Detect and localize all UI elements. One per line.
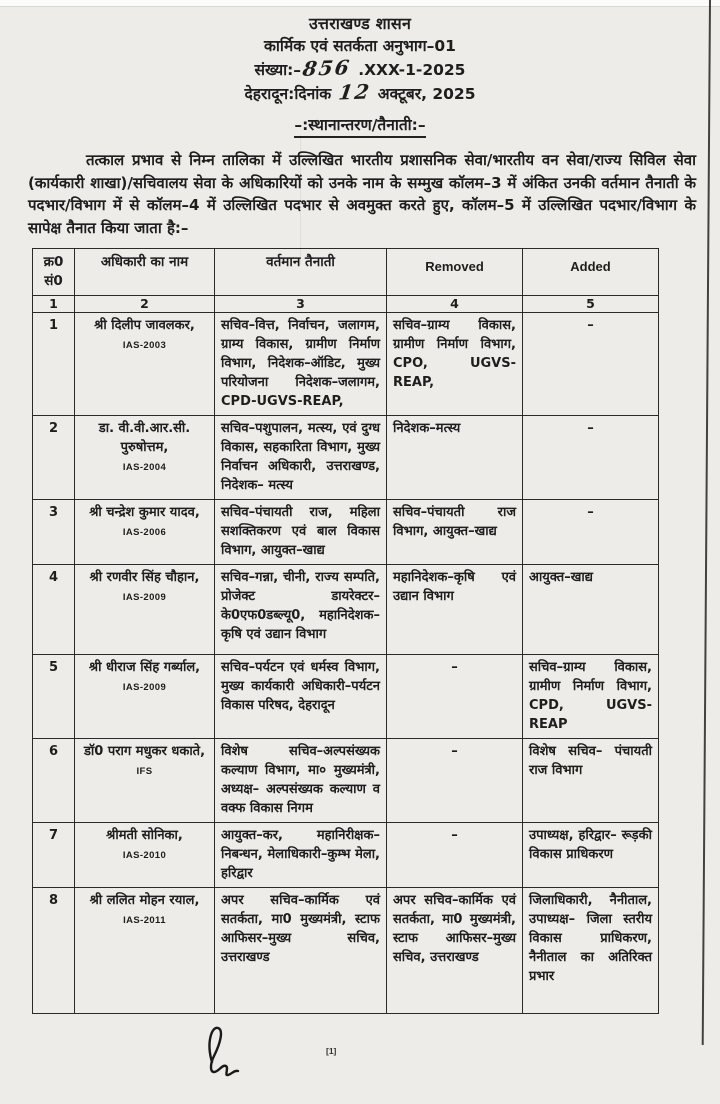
removed-cell: – [387, 823, 523, 888]
table-header-row [33, 249, 659, 296]
scan-top-strip [0, 0, 720, 7]
officer-name-cell [75, 313, 215, 416]
officer-cadre: IFS [136, 766, 153, 777]
table-row [33, 739, 659, 823]
government-title: उत्तराखण्ड शासन [308, 14, 412, 33]
table-row [33, 500, 659, 565]
current-posting-cell: सचिव–पशुपालन, मत्स्य, एवं दुग्ध विकास, सहकारिता विभाग, मुख्य निर्वाचन अधिकारी, उत्तराखण्ड, निदेशक– मत्स्य [215, 416, 387, 500]
officer-cadre: IAS-2009 [122, 592, 167, 603]
officer-name-cell [75, 500, 215, 565]
row-serial: 5 [33, 655, 75, 739]
header-officer-name: अधिकारी का नाम [75, 249, 215, 296]
added-cell: – [523, 313, 659, 416]
column-number-row [33, 296, 659, 313]
date-suffix: अक्टूबर, 2025 [377, 85, 476, 103]
officer-name: श्री ललित मोहन रयाल, [89, 893, 200, 908]
header-serial: क्र0 सं0 [33, 249, 75, 296]
transfer-table [32, 248, 659, 1014]
added-cell: आयुक्त–खाद्य [523, 565, 659, 655]
date-handwritten: 12 [336, 79, 373, 105]
row-serial: 6 [33, 739, 75, 823]
added-cell: जिलाधिकारी, नैनीताल, उपाध्यक्ष– जिला स्तरीय विकास प्राधिकरण, नैनीताल का अतिरिक्त प्रभार [523, 888, 659, 1014]
col-number-2: 2 [75, 296, 215, 313]
department-line: कार्मिक एवं सतर्कता अनुभाग–01 [264, 37, 456, 55]
table-row [33, 565, 659, 655]
officer-name: श्री रणवीर सिंह चौहान, [89, 570, 200, 585]
paper-crease [300, 135, 301, 265]
subject-text: –:स्थानान्तरण/तैनाती:– [294, 113, 425, 138]
removed-cell: सचिव–ग्राम्य विकास, ग्रामीण निर्माण विभाग, CPO, UGVS-REAP, [387, 313, 523, 416]
table-row [33, 416, 659, 500]
added-cell: विशेष सचिव– पंचायती राज विभाग [523, 739, 659, 823]
officer-name-cell [75, 655, 215, 739]
letter-number-suffix: .XXX-1-2025 [358, 61, 466, 79]
removed-cell: महानिदेशक–कृषि एवं उद्यान विभाग [387, 565, 523, 655]
added-cell: – [523, 416, 659, 500]
current-posting-cell: अपर सचिव–कार्मिक एवं सतर्कता, मा0 मुख्यमंत्री, स्टाफ आफिसर–मुख्य सचिव, उत्तराखण्ड [215, 888, 387, 1014]
subject-line [0, 113, 720, 138]
letter-number-prefix: संख्या:– [254, 61, 302, 79]
row-serial: 8 [33, 888, 75, 1014]
added-cell: उपाध्यक्ष, हरिद्वार– रूड़की विकास प्राधिकरण [523, 823, 659, 888]
row-serial: 2 [33, 416, 75, 500]
officer-name: श्री धीराज सिंह गर्ब्याल, [88, 660, 201, 675]
scanned-page-edge-line [702, 0, 711, 1045]
officer-name: श्री चन्द्रेश कुमार यादव, [89, 505, 200, 520]
header-current-posting: वर्तमान तैनाती [215, 249, 387, 296]
officer-cadre: IAS-2003 [122, 340, 167, 351]
officer-cadre: IAS-2009 [122, 682, 167, 693]
table-row [33, 313, 659, 416]
removed-cell: निदेशक–मत्स्य [387, 416, 523, 500]
document-footer [0, 1014, 720, 1104]
officer-name-cell [75, 888, 215, 1014]
added-cell: – [523, 500, 659, 565]
officer-cadre: IAS-2010 [122, 850, 167, 861]
row-serial: 3 [33, 500, 75, 565]
row-serial: 7 [33, 823, 75, 888]
row-serial: 1 [33, 313, 75, 416]
handwritten-signature [198, 1022, 250, 1084]
officer-name-cell [75, 565, 215, 655]
col-number-3: 3 [215, 296, 387, 313]
page-number: [1] [326, 1046, 337, 1056]
removed-cell: – [387, 739, 523, 823]
table-row [33, 888, 659, 1014]
current-posting-cell: सचिव–गन्ना, चीनी, राज्य सम्पति, प्रोजेक्ट डायरेक्टर–के0एफ0डब्ल्यू0, महानिदेशक–कृषि एवं उद्यान विभाग [215, 565, 387, 655]
officer-name: डा. वी.वी.आर.सी. [98, 421, 191, 436]
place-date-line [0, 81, 720, 105]
letter-number-line [0, 57, 720, 81]
removed-cell: अपर सचिव–कार्मिक एवं सतर्कता, मा0 मुख्यमंत्री, स्टाफ आफिसर–मुख्य सचिव, उत्तराखण्ड [387, 888, 523, 1014]
officer-cadre: IAS-2011 [123, 915, 166, 926]
officer-name-cell [75, 416, 215, 500]
document-header [0, 13, 720, 138]
officer-cadre: IAS-2004 [122, 462, 167, 473]
row-serial: 4 [33, 565, 75, 655]
col-number-1: 1 [33, 296, 75, 313]
header-added: Added [523, 249, 659, 296]
officer-name-cell [75, 739, 215, 823]
current-posting-cell: सचिव–वित्त, निर्वाचन, जलागम, ग्राम्य विकास, ग्रामीण निर्माण विभाग, निदेशक–ऑडिट, मुख्य परियोजना निदेशक–जलागम, CPD-UGVS-REAP, [215, 313, 387, 416]
removed-cell: – [387, 655, 523, 739]
officer-cadre: IAS-2006 [122, 527, 167, 538]
table-row [33, 655, 659, 739]
current-posting-cell: सचिव–पंचायती राज, महिला सशक्तिकरण एवं बाल विकास विभाग, आयुक्त–खाद्य [215, 500, 387, 565]
current-posting-cell: आयुक्त–कर, महानिरीक्षक– निबन्धन, मेलाधिकारी–कुम्भ मेला, हरिद्वार [215, 823, 387, 888]
table-row [33, 823, 659, 888]
officer-name: श्रीमती सोनिका, [106, 828, 183, 843]
officer-name: डॉ0 पराग मधुकर धकाते, [83, 744, 206, 759]
letter-number-handwritten: 856 [301, 55, 353, 81]
officer-name-line2: पुरुषोत्तम, [120, 440, 169, 455]
col-number-4: 4 [387, 296, 523, 313]
col-number-5: 5 [523, 296, 659, 313]
intro-paragraph: तत्काल प्रभाव से निम्न तालिका में उल्लिखित भारतीय प्रशासनिक सेवा/भारतीय वन सेवा/राज्य सिविल सेवा (कार्यकारी शाखा)/सचिवालय सेवा के अधिकारियों को उनके नाम के सम्मुख कॉलम–3 में अंकित उनकी वर्तमान तैनाती के पदभार/विभाग में से कॉलम–4 में उल्लिखित पदभार से अवमुक्त करते हुए, कॉलम–5 में उल्लिखित पदभार/विभाग के सापेक्ष तैनात किया जाता है:– [28, 151, 696, 237]
place-date-prefix: देहरादून:दिनांक [244, 85, 332, 103]
header-removed: Removed [387, 249, 523, 296]
added-cell: सचिव–ग्राम्य विकास, ग्रामीण निर्माण विभाग, CPD, UGVS-REAP [523, 655, 659, 739]
current-posting-cell: सचिव–पर्यटन एवं धर्मस्व विभाग, मुख्य कार्यकारी अधिकारी–पर्यटन विकास परिषद, देहरादून [215, 655, 387, 739]
removed-cell: सचिव–पंचायती राज विभाग, आयुक्त–खाद्य [387, 500, 523, 565]
current-posting-cell: विशेष सचिव–अल्पसंख्यक कल्याण विभाग, मा० मुख्यमंत्री, अध्यक्ष– अल्पसंख्यक कल्याण व वक्फ विकास निगम [215, 739, 387, 823]
officer-name: श्री दिलीप जावलकर, [94, 318, 195, 333]
officer-name-cell [75, 823, 215, 888]
